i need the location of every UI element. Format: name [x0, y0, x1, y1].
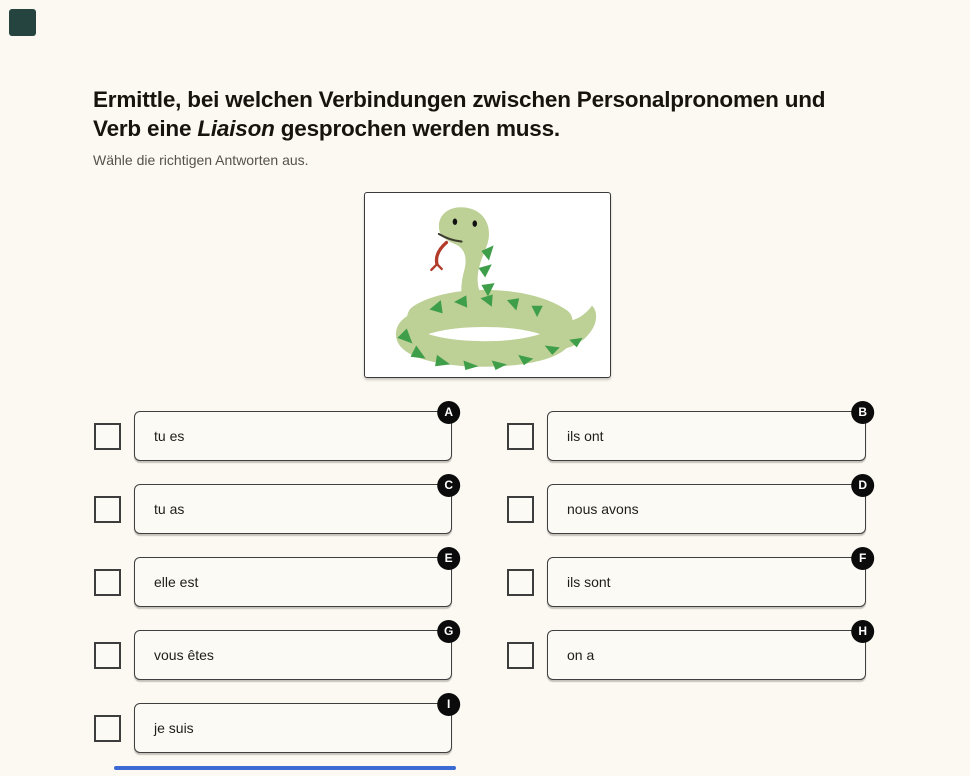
- answer-option-f: [507, 550, 867, 607]
- answer-label: ils ont: [567, 428, 604, 444]
- answer-column-right: [507, 404, 868, 703]
- progress-line: [114, 766, 456, 770]
- answer-option-a: [94, 404, 454, 461]
- snake-eye-left: [452, 219, 457, 225]
- option-letter-badge: C: [437, 474, 460, 497]
- answer-option-e: [94, 550, 453, 607]
- answer-box-i[interactable]: [134, 696, 452, 753]
- option-letter-badge: F: [851, 547, 874, 570]
- title-text-1: Ermittle, bei welchen Verbindungen zwischen Personalpronomen und Verb eine: [93, 87, 826, 141]
- answer-checkbox-b[interactable]: [507, 423, 534, 450]
- option-letter-badge: H: [851, 620, 874, 643]
- answer-checkbox-c[interactable]: [94, 496, 121, 523]
- answer-column-left: [94, 404, 454, 776]
- answer-checkbox-a[interactable]: [94, 423, 121, 450]
- option-letter-badge: E: [437, 547, 460, 570]
- answer-box-g[interactable]: [134, 623, 454, 680]
- answer-option-g: [94, 623, 454, 680]
- exercise-image-card: [364, 192, 611, 378]
- answer-option-c: [94, 477, 454, 534]
- snake-illustration-icon: [374, 200, 602, 370]
- answer-checkbox-h[interactable]: [507, 642, 534, 669]
- option-letter-badge: G: [437, 620, 460, 643]
- answer-box-e[interactable]: [134, 550, 453, 607]
- exercise-instruction: Wähle die richtigen Antworten aus.: [93, 152, 309, 169]
- answer-checkbox-d[interactable]: [507, 496, 534, 523]
- answer-box-c[interactable]: [134, 477, 454, 534]
- answer-box-a[interactable]: [134, 404, 454, 461]
- answer-checkbox-e[interactable]: [94, 569, 121, 596]
- snake-tongue: [436, 243, 446, 265]
- answer-option-d: [507, 477, 868, 534]
- snake-eye-right: [472, 220, 477, 226]
- answer-label: ils sont: [567, 574, 611, 590]
- answer-option-h: [507, 623, 868, 680]
- answer-box-f[interactable]: [547, 550, 867, 607]
- answer-box-h[interactable]: [547, 623, 868, 680]
- answer-checkbox-f[interactable]: [507, 569, 534, 596]
- answer-label: on a: [567, 647, 595, 663]
- answer-label: je suis: [154, 720, 194, 736]
- option-letter-badge: I: [437, 693, 460, 716]
- answer-label: tu es: [154, 428, 185, 444]
- answer-label: elle est: [154, 574, 199, 590]
- answer-checkbox-i[interactable]: [94, 715, 121, 742]
- option-letter-badge: B: [851, 401, 874, 424]
- title-italic-term: Liaison: [197, 115, 275, 141]
- title-text-2: gesprochen werden muss.: [274, 115, 560, 141]
- answer-label: nous avons: [567, 501, 639, 517]
- answer-option-i: [94, 696, 452, 753]
- exercise-header: [93, 86, 875, 168]
- exercise-title: [93, 86, 875, 143]
- answer-checkbox-g[interactable]: [94, 642, 121, 669]
- answer-label: vous êtes: [154, 647, 214, 663]
- answer-label: tu as: [154, 501, 185, 517]
- corner-logo-square: [9, 9, 36, 36]
- option-letter-badge: A: [437, 401, 460, 424]
- answer-box-d[interactable]: [547, 477, 868, 534]
- option-letter-badge: D: [851, 474, 874, 497]
- answer-box-b[interactable]: [547, 404, 868, 461]
- answer-option-b: [507, 404, 868, 461]
